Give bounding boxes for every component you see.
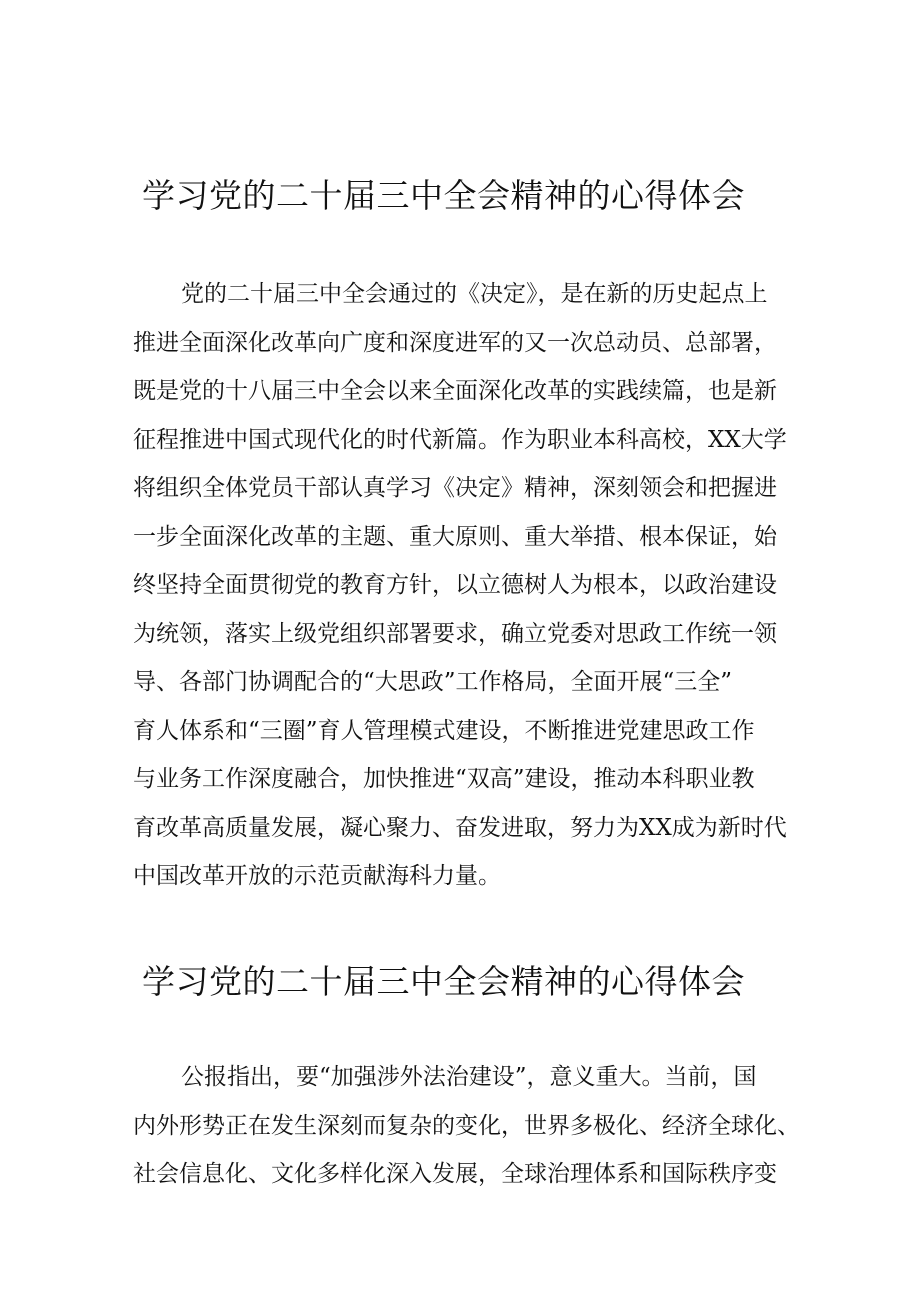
section-2-heading: 学习党的二十届三中全会精神的心得体会 xyxy=(142,962,745,1001)
paragraph-line: 社会信息化、文化多样化深入发展，全球治理体系和国际秩序变 xyxy=(133,1161,777,1187)
paragraph-line: 育人体系和“三圈”育人管理模式建设，不断推进党建思政工作 xyxy=(133,717,755,744)
section-1-paragraph xyxy=(133,270,793,901)
paragraph-line: 与业务工作深度融合，加快推进“双高”建设，推动本科职业教 xyxy=(133,766,755,792)
paragraph-line: 征程推进中国式现代化的时代新篇。作为职业本科高校，XX大学 xyxy=(133,426,787,453)
paragraph-line: 将组织全体党员干部认真学习《决定》精神，深刻领会和把握进 xyxy=(133,475,777,501)
paragraph-line: 为统领，落实上级党组织部署要求，确立党委对思政工作统一领 xyxy=(133,620,777,647)
paragraph-line: 推进全面深化改革向广度和深度进军的又一次总动员、总部署， xyxy=(133,329,777,356)
paragraph-line: 既是党的十八届三中全会以来全面深化改革的实践续篇，也是新 xyxy=(133,378,777,404)
section-1-heading: 学习党的二十届三中全会精神的心得体会 xyxy=(142,176,745,215)
paragraph-line: 导、各部门协调配合的“大思政”工作格局，全面开展“三全” xyxy=(133,669,733,695)
paragraph-line: 内外形势正在发生深刻而复杂的变化，世界多极化、经济全球化、 xyxy=(133,1112,800,1139)
paragraph-line: 党的二十届三中全会通过的《决定》，是在新的历史起点上 xyxy=(181,281,768,307)
paragraph-line: 终坚持全面贯彻党的教育方针，以立德树人为根本，以政治建设 xyxy=(133,572,777,598)
paragraph-line: 中国改革开放的示范贡献海科力量。 xyxy=(133,863,501,889)
section-2-paragraph xyxy=(133,1053,800,1199)
paragraph-line: 育改革高质量发展，凝心聚力、奋发进取，努力为XX成为新时代 xyxy=(133,814,787,841)
paragraph-line: 公报指出，要“加强涉外法治建设”，意义重大。当前，国 xyxy=(181,1064,757,1090)
paragraph-line: 一步全面深化改革的主题、重大原则、重大举措、根本保证，始 xyxy=(133,523,777,550)
